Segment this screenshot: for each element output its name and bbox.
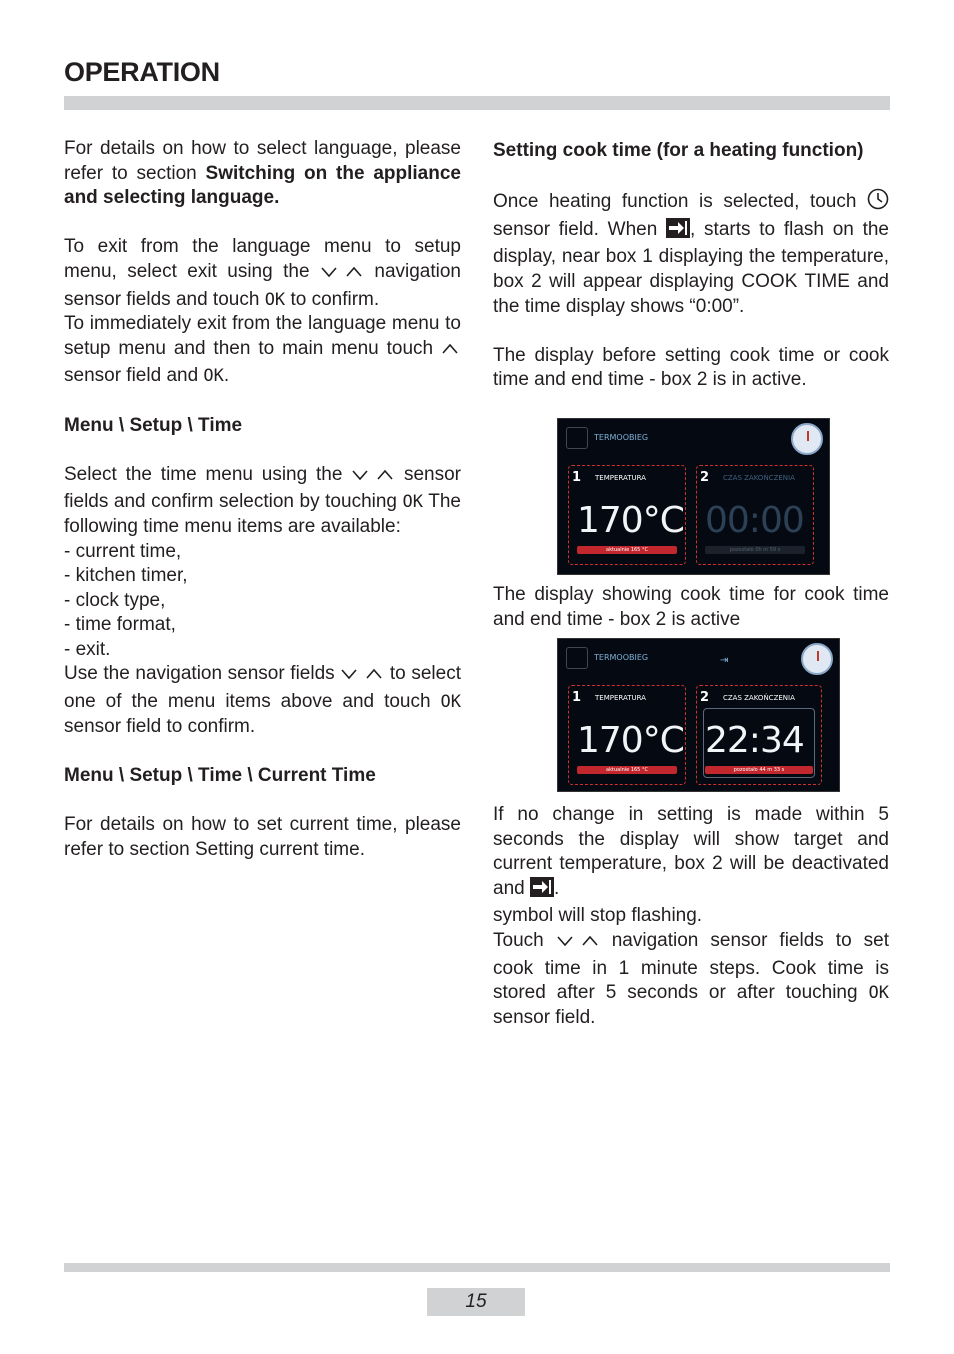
end-time-icon: ⇥	[720, 655, 729, 666]
list-item: - clock type,	[64, 589, 166, 611]
list-item: - time format,	[64, 614, 176, 636]
display-screenshot-inactive	[557, 418, 830, 575]
page-number: 15	[427, 1288, 525, 1316]
display-screenshot-active	[557, 638, 840, 792]
clock-icon	[791, 423, 823, 455]
chevron-down-up-icon	[556, 932, 600, 957]
screen-mode-label: TERMOOBIEG	[594, 433, 649, 442]
box-status-strip: aktualnie 165 °C	[577, 546, 677, 554]
section-heading: Menu \ Setup \ Time	[64, 414, 243, 436]
list-item: - exit.	[64, 638, 111, 660]
paragraph: The display before setting cook time or cook time and end time - box 2 is in active.	[493, 344, 889, 391]
box-status-strip: pozostało 0h m 59 s	[705, 546, 805, 554]
list-item: - current time,	[64, 540, 182, 562]
paragraph: To immediately exit from the language menu to setup menu and then to main menu touch sensor field and OK.	[64, 313, 461, 387]
box-value: 170°C	[577, 720, 684, 761]
box-label: TEMPERATURA	[595, 694, 646, 702]
paragraph: Select the time menu using the sensor fields and confirm selection by touching OK The following time menu items are available:	[64, 463, 461, 537]
chevron-down-up-icon	[351, 466, 395, 491]
page-title: OPERATION	[64, 57, 220, 87]
paragraph: For details on how to select language, please refer to section Switching on the appliance and selecting language.	[64, 138, 461, 209]
screen-box-2	[696, 685, 822, 785]
right-column	[493, 139, 889, 393]
chevron-down-up-icon	[320, 263, 364, 288]
paragraph: To exit from the language menu to setup menu, select exit using the navigation sensor fields and touch OK to confirm.	[64, 236, 461, 310]
right-column-cont	[493, 583, 889, 632]
header-bar	[64, 96, 890, 110]
section-heading: Menu \ Setup \ Time \ Current Time	[64, 764, 376, 786]
brand-logo-icon	[566, 427, 588, 449]
brand-logo-icon	[566, 647, 588, 669]
paragraph: Use the navigation sensor fields to select one of the menu items above and touch OK sensor field to confirm.	[64, 663, 461, 737]
box-label: TEMPERATURA	[595, 474, 646, 482]
paragraph: The display showing cook time for cook time and end time - box 2 is active	[493, 584, 889, 630]
box-number: 1	[572, 690, 582, 705]
clock-icon	[801, 643, 833, 675]
screen-box-2	[696, 465, 814, 565]
left-column	[64, 137, 461, 862]
end-time-icon	[666, 218, 690, 246]
list-item: - kitchen timer,	[64, 565, 188, 587]
footer-bar	[64, 1263, 890, 1272]
box-status-strip: aktualnie 165 °C	[577, 766, 677, 774]
box-value: 00:00	[705, 500, 804, 541]
paragraph: Once heating function is selected, touch sensor field. When , starts to flash on the display, near box 1 displaying the temperature, box 2 will appear displaying COOK TIME and the time display shows “0:00”.	[493, 188, 889, 319]
right-column-end	[493, 803, 889, 1030]
box-label: CZAS ZAKOŃCZENIA	[723, 694, 795, 702]
box-number: 2	[700, 690, 710, 705]
paragraph: For details on how to set current time, please refer to section Setting current time.	[64, 814, 461, 860]
box-value: 22:34	[705, 720, 804, 761]
box-number: 1	[572, 470, 582, 485]
box-number: 2	[700, 470, 710, 485]
paragraph: Touch navigation sensor fields to set cook time in 1 minute steps. Cook time is stored after 5 seconds or after touching OK sensor field.	[493, 929, 889, 1028]
box-label: CZAS ZAKOŃCZENIA	[723, 474, 795, 482]
paragraph: If no change in setting is made within 5 seconds the display will show target and current temperature, box 2 will be deactivated and .	[493, 803, 889, 904]
end-time-icon	[530, 877, 554, 905]
section-heading: Setting cook time (for a heating function)	[493, 140, 864, 161]
chevron-up-icon	[441, 340, 461, 365]
screen-mode-label: TERMOOBIEG	[594, 653, 649, 662]
clock-icon	[867, 188, 889, 218]
box-value: 170°C	[577, 500, 684, 541]
paragraph: symbol will stop flashing.	[493, 905, 703, 927]
screen-box-1	[568, 685, 686, 785]
chevron-down-up-icon	[340, 665, 384, 690]
screen-box-1	[568, 465, 686, 565]
box-status-strip: pozostało 44 m 33 s	[705, 766, 813, 774]
